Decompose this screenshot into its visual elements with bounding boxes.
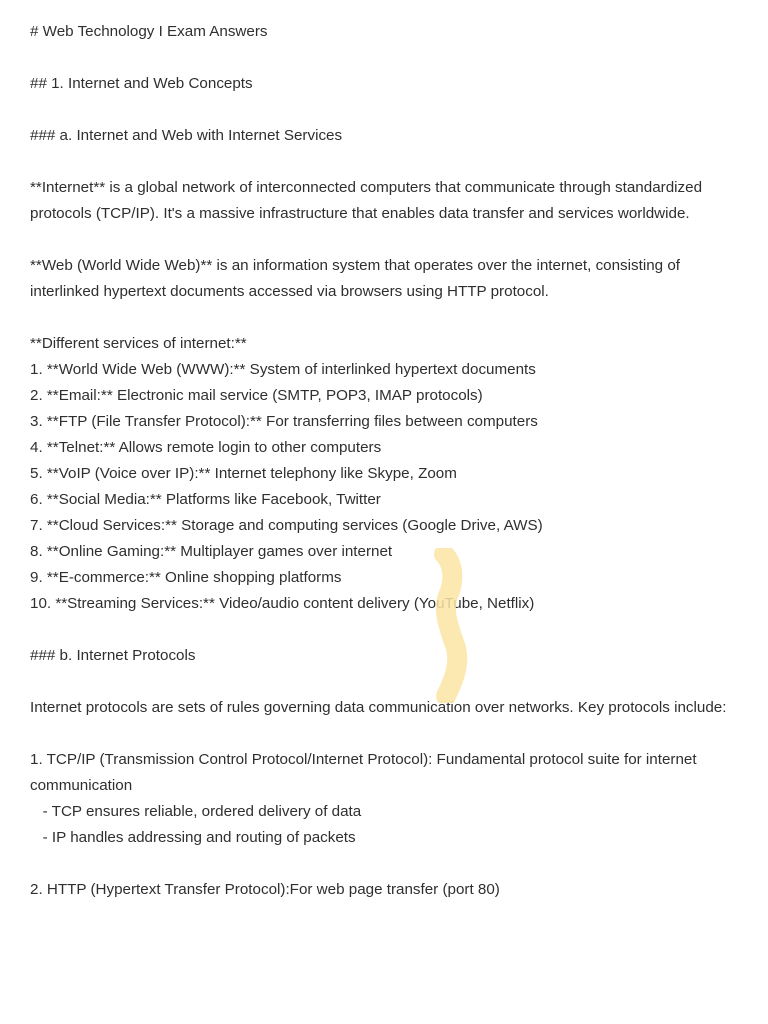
services-heading: **Different services of internet:**	[30, 335, 247, 352]
list-item: 4. **Telnet:** Allows remote login to other computers	[30, 439, 382, 456]
list-item: 7. **Cloud Services:** Storage and computing services (Google Drive, AWS)	[30, 517, 543, 534]
paragraph-web: **Web (World Wide Web)** is an information system that operates over the internet, consisting of interlinked hypertext documents accessed via browsers using HTTP protocol.	[30, 257, 680, 300]
subsection-heading: ### a. Internet and Web with Internet Services	[30, 127, 343, 144]
list-item: 8. **Online Gaming:** Multiplayer games over internet	[30, 543, 393, 560]
paragraph-protocols: Internet protocols are sets of rules governing data communication over networks. Key protocols include:	[30, 699, 727, 716]
document-body	[30, 19, 742, 903]
protocol-item: 1. TCP/IP (Transmission Control Protocol/Internet Protocol): Fundamental protocol suite for internet communication	[30, 751, 697, 794]
list-item: 5. **VoIP (Voice over IP):** Internet telephony like Skype, Zoom	[30, 465, 457, 482]
doc-title: # Web Technology I Exam Answers	[30, 23, 268, 40]
protocol-subitem: - IP handles addressing and routing of packets	[30, 829, 356, 846]
list-item: 1. **World Wide Web (WWW):** System of interlinked hypertext documents	[30, 361, 536, 378]
protocol-item: 2. HTTP (Hypertext Transfer Protocol):For web page transfer (port 80)	[30, 881, 500, 898]
section-heading: ## 1. Internet and Web Concepts	[30, 75, 253, 92]
list-item: 3. **FTP (File Transfer Protocol):** For transferring files between computers	[30, 413, 538, 430]
protocol-subitem: - TCP ensures reliable, ordered delivery of data	[30, 803, 362, 820]
list-item: 10. **Streaming Services:** Video/audio content delivery (YouTube, Netflix)	[30, 595, 535, 612]
list-item: 2. **Email:** Electronic mail service (SMTP, POP3, IMAP protocols)	[30, 387, 483, 404]
list-item: 9. **E-commerce:** Online shopping platforms	[30, 569, 342, 586]
paragraph-internet: **Internet** is a global network of interconnected computers that communicate through standardized protocols (TCP/IP). It's a massive infrastructure that enables data transfer and services worldwide.	[30, 179, 703, 222]
list-item: 6. **Social Media:** Platforms like Facebook, Twitter	[30, 491, 381, 508]
subsection-heading: ### b. Internet Protocols	[30, 647, 196, 664]
